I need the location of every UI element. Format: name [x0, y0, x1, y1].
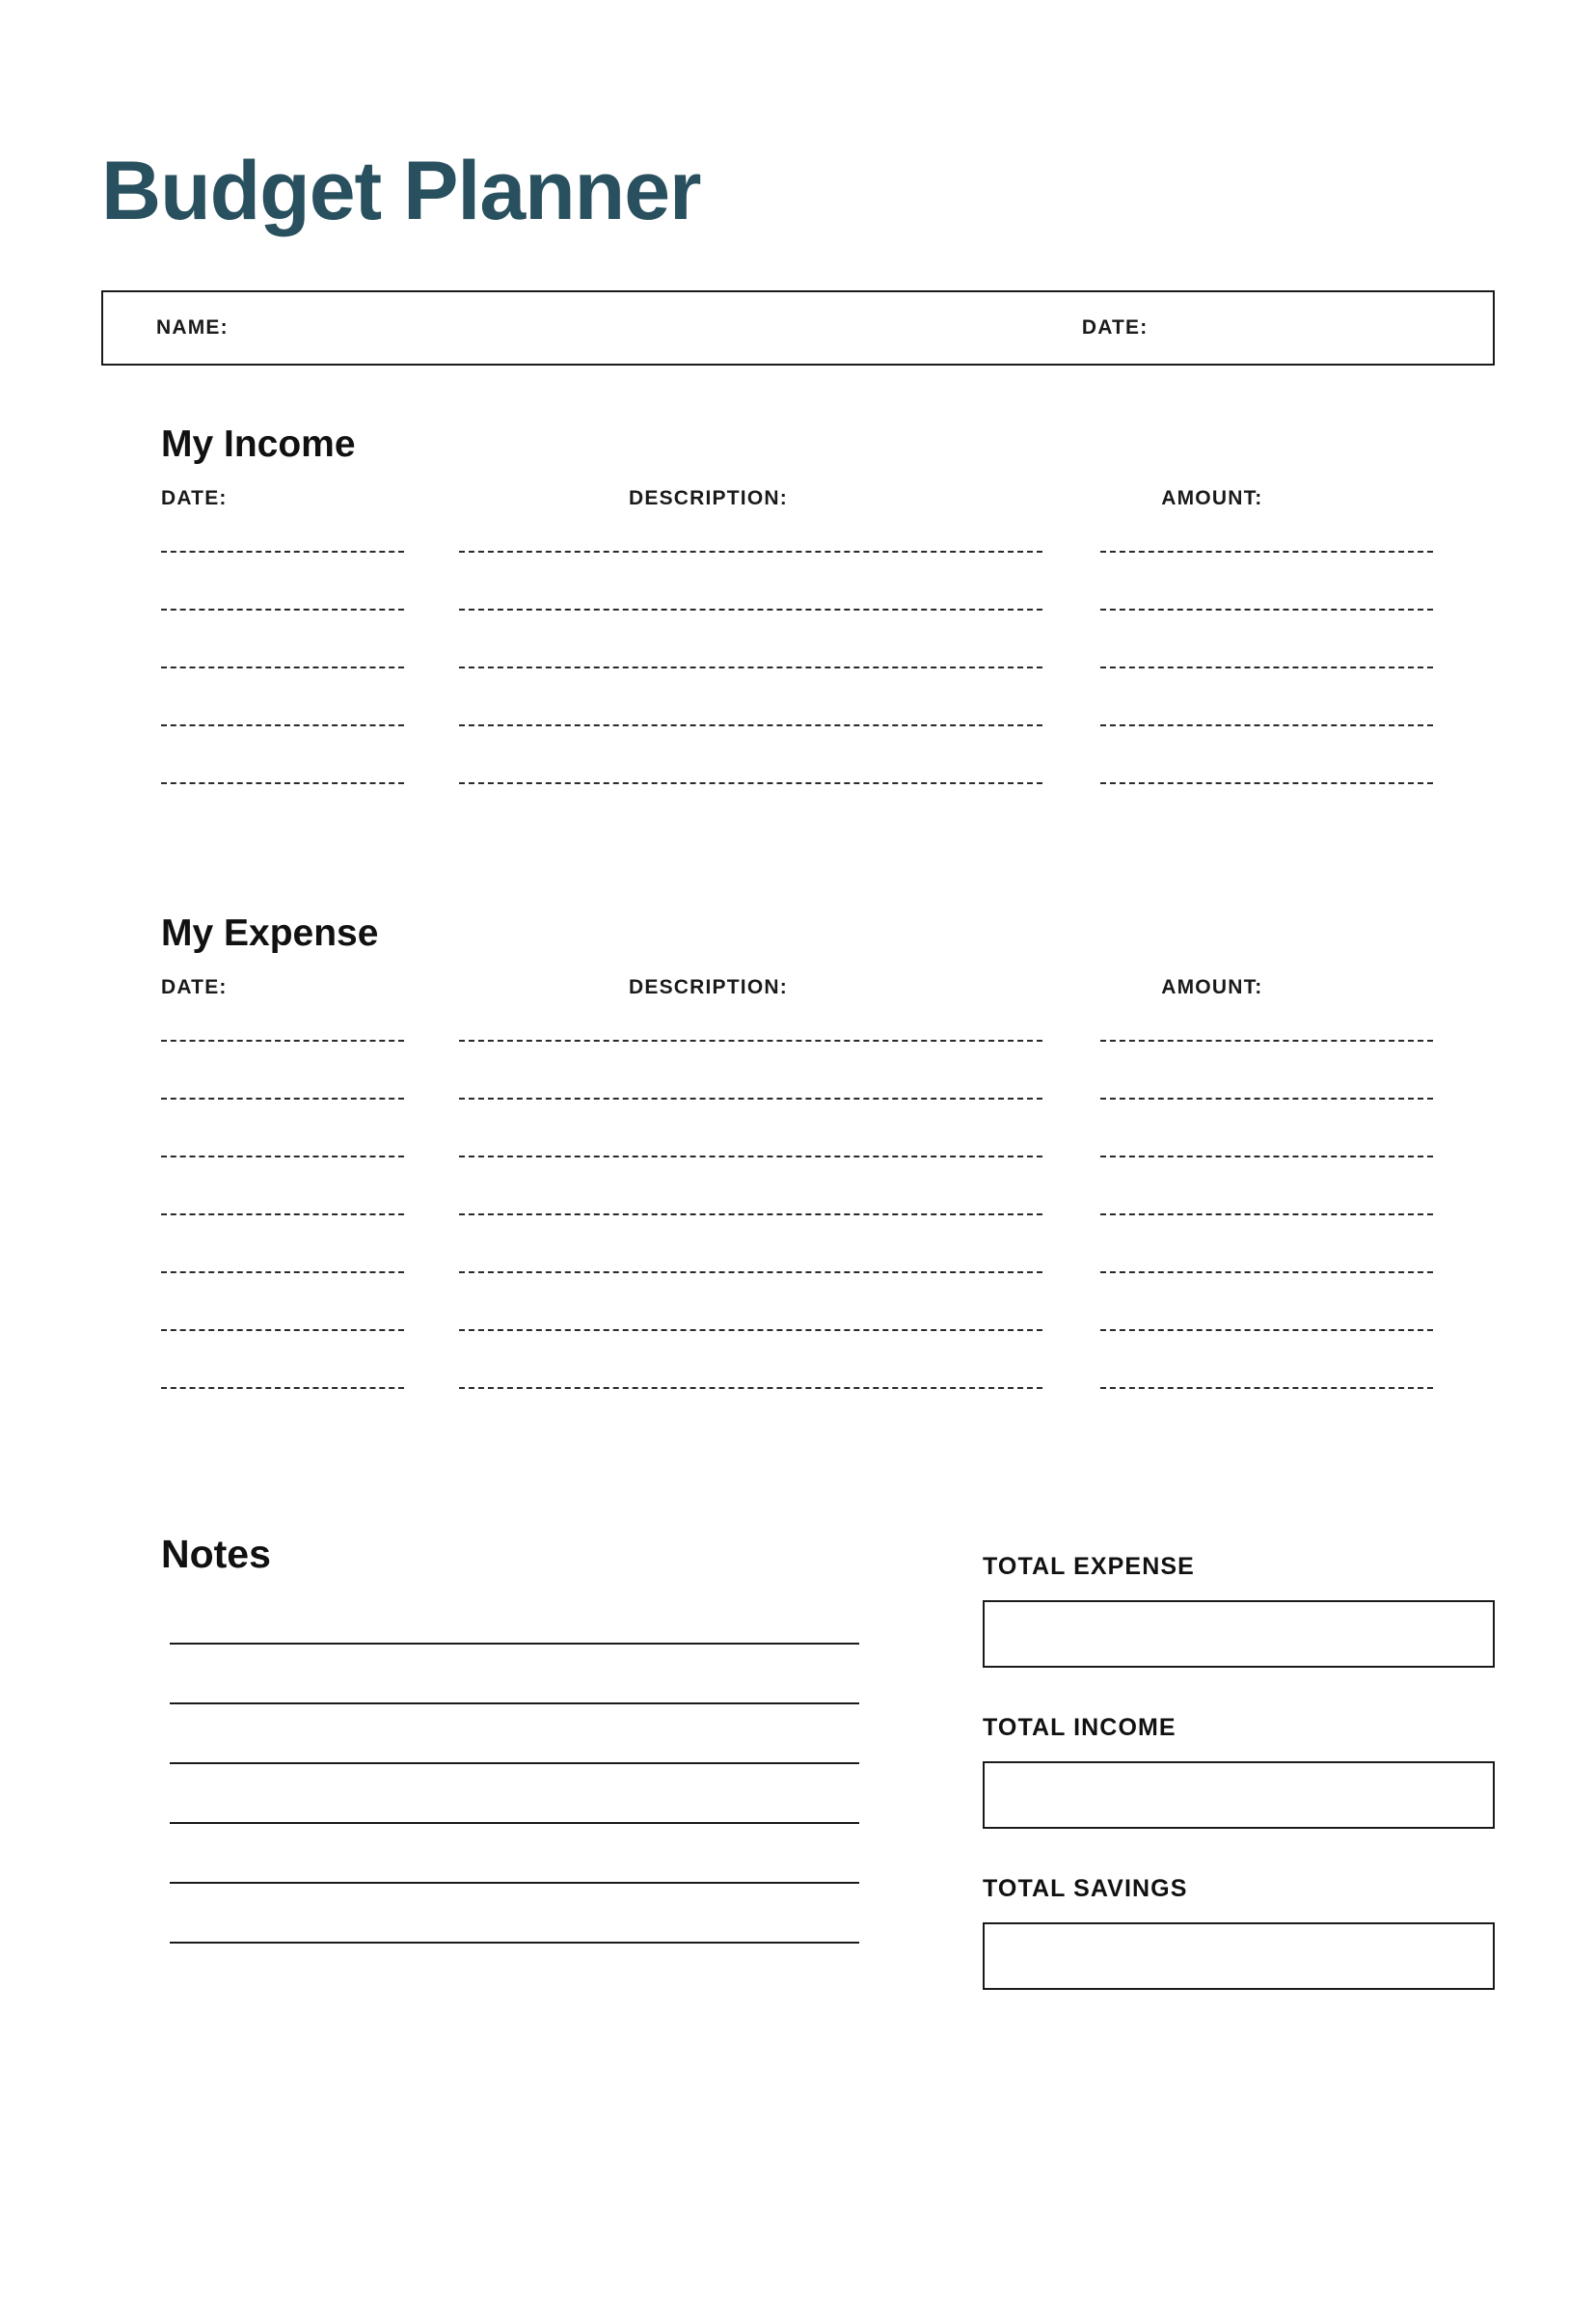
expense-amount-field[interactable] — [1100, 1194, 1433, 1215]
expense-col-amount: AMOUNT: — [1161, 975, 1263, 998]
total-expense-label: TOTAL EXPENSE — [983, 1552, 1195, 1580]
expense-col-date: DATE: — [161, 975, 228, 998]
page-title: Budget Planner — [101, 144, 701, 237]
income-description-field[interactable] — [459, 589, 1042, 611]
expense-description-field[interactable] — [459, 1252, 1042, 1273]
total-income-field[interactable] — [983, 1761, 1495, 1829]
note-line[interactable] — [170, 1645, 859, 1704]
expense-amount-field[interactable] — [1100, 1368, 1433, 1389]
total-income-label: TOTAL INCOME — [983, 1713, 1177, 1741]
income-heading: My Income — [161, 422, 356, 465]
table-row[interactable] — [161, 1136, 1495, 1194]
table-row[interactable] — [161, 1194, 1495, 1252]
expense-heading: My Expense — [161, 912, 379, 954]
expense-date-field[interactable] — [161, 1136, 404, 1157]
expense-amount-field[interactable] — [1100, 1136, 1433, 1157]
note-line[interactable] — [170, 1764, 859, 1824]
expense-date-field[interactable] — [161, 1078, 404, 1100]
income-description-field[interactable] — [459, 705, 1042, 726]
income-section — [101, 423, 1495, 821]
total-expense-field[interactable] — [983, 1600, 1495, 1668]
expense-description-field[interactable] — [459, 1368, 1042, 1389]
income-description-field[interactable] — [459, 647, 1042, 668]
table-row[interactable] — [161, 1252, 1495, 1310]
income-col-date: DATE: — [161, 486, 228, 509]
name-date-bar — [101, 290, 1495, 366]
table-row[interactable] — [161, 763, 1495, 821]
name-label: NAME: — [156, 315, 229, 339]
expense-date-field[interactable] — [161, 1368, 404, 1389]
total-savings-label: TOTAL SAVINGS — [983, 1874, 1188, 1902]
expense-date-field[interactable] — [161, 1310, 404, 1331]
bottom-area — [101, 1532, 1495, 1990]
total-savings-field[interactable] — [983, 1922, 1495, 1990]
expense-description-field[interactable] — [459, 1020, 1042, 1042]
income-amount-field[interactable] — [1100, 589, 1433, 611]
totals-section — [983, 1532, 1495, 1990]
income-date-field[interactable] — [161, 705, 404, 726]
note-line[interactable] — [170, 1824, 859, 1884]
expense-section — [101, 912, 1495, 1426]
expense-amount-field[interactable] — [1100, 1078, 1433, 1100]
table-row[interactable] — [161, 705, 1495, 763]
table-row[interactable] — [161, 1078, 1495, 1136]
expense-description-field[interactable] — [459, 1136, 1042, 1157]
income-column-headers — [161, 487, 1495, 510]
expense-description-field[interactable] — [459, 1078, 1042, 1100]
income-description-field[interactable] — [459, 531, 1042, 553]
table-row[interactable] — [161, 1310, 1495, 1368]
expense-amount-field[interactable] — [1100, 1020, 1433, 1042]
income-rows — [161, 531, 1495, 821]
expense-col-description: DESCRIPTION: — [629, 975, 788, 998]
note-line[interactable] — [170, 1884, 859, 1944]
income-date-field[interactable] — [161, 647, 404, 668]
income-col-amount: AMOUNT: — [1161, 486, 1263, 509]
table-row[interactable] — [161, 589, 1495, 647]
income-description-field[interactable] — [459, 763, 1042, 784]
expense-description-field[interactable] — [459, 1310, 1042, 1331]
expense-column-headers — [161, 976, 1495, 999]
income-date-field[interactable] — [161, 531, 404, 553]
budget-planner-page — [0, 56, 1596, 2313]
note-line[interactable] — [170, 1585, 859, 1645]
income-date-field[interactable] — [161, 763, 404, 784]
table-row[interactable] — [161, 1368, 1495, 1426]
expense-date-field[interactable] — [161, 1252, 404, 1273]
expense-date-field[interactable] — [161, 1194, 404, 1215]
notes-heading: Notes — [161, 1531, 271, 1576]
income-amount-field[interactable] — [1100, 647, 1433, 668]
expense-rows — [161, 1020, 1495, 1426]
income-amount-field[interactable] — [1100, 705, 1433, 726]
table-row[interactable] — [161, 647, 1495, 705]
expense-amount-field[interactable] — [1100, 1252, 1433, 1273]
income-amount-field[interactable] — [1100, 531, 1433, 553]
note-line[interactable] — [170, 1704, 859, 1764]
expense-description-field[interactable] — [459, 1194, 1042, 1215]
expense-amount-field[interactable] — [1100, 1310, 1433, 1331]
notes-section — [161, 1532, 859, 1990]
income-col-description: DESCRIPTION: — [629, 486, 788, 509]
expense-date-field[interactable] — [161, 1020, 404, 1042]
income-date-field[interactable] — [161, 589, 404, 611]
table-row[interactable] — [161, 531, 1495, 589]
date-label: DATE: — [1081, 315, 1149, 339]
income-amount-field[interactable] — [1100, 763, 1433, 784]
table-row[interactable] — [161, 1020, 1495, 1078]
